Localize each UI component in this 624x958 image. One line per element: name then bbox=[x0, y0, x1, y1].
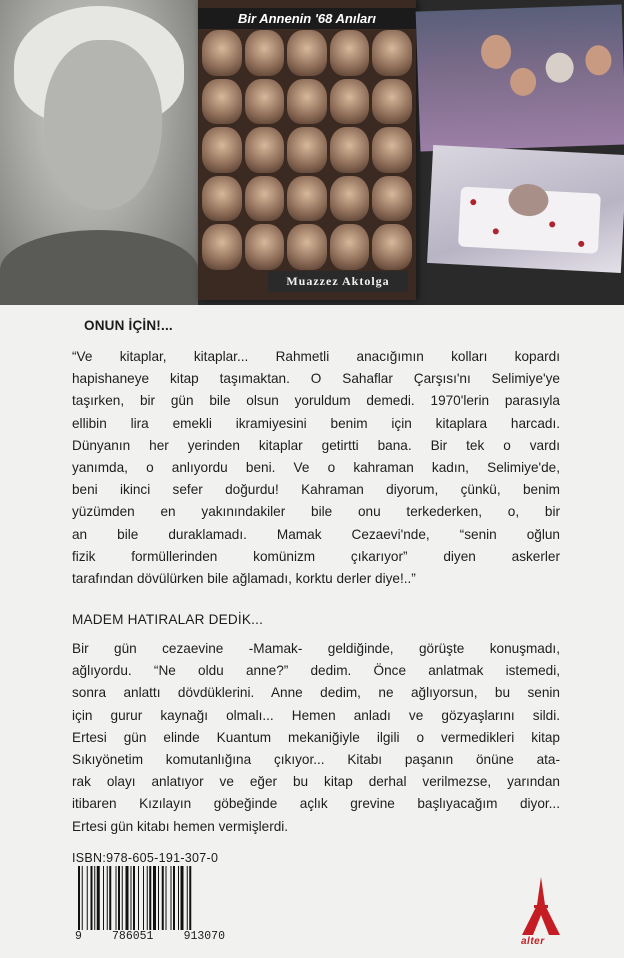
quote-line: taşırken, bir gün bile olsun yoruldum demedi. 1970'lerin parasıyla bbox=[72, 393, 560, 409]
barcode-digit-group: 9 bbox=[75, 930, 82, 943]
story-line: rak olayı anlatıyor ve eğer bu kitap derhal verilmezse, yarından bbox=[72, 774, 560, 790]
quote-line: beni ikinci sefer doğurdu! Kahraman diyorum, çünkü, benim bbox=[72, 482, 560, 498]
cover-photo-collage bbox=[0, 0, 624, 305]
quote-line: yüzümden en yakınındakiler bile onu terkederken, o, bir bbox=[72, 504, 560, 520]
hospital-bed-photo bbox=[427, 145, 624, 273]
quote-line: tarafından dövülürken bile ağlamadı, korktu derler diye!..” bbox=[72, 571, 416, 587]
story-line: Ertesi gün kitabı hemen vermişlerdi. bbox=[72, 818, 289, 834]
portrait-grid bbox=[202, 30, 412, 270]
publisher-name: alter bbox=[521, 936, 545, 947]
quote-line: fizik formüllerinden komünizm çıkarıyor” diyen askerler bbox=[72, 548, 560, 564]
barcode-digit-group: 913070 bbox=[183, 930, 225, 943]
sub-heading: MADEM HATIRALAR DEDİK... bbox=[72, 612, 264, 627]
quote-line: an bile duraklamadı. Mamak Cezaevi'nde, “senin oğlun bbox=[72, 526, 560, 542]
isbn-text: ISBN:978-605-191-307-0 bbox=[72, 851, 219, 865]
quote-line: hapishaneye kitap taşımaktan. O Sahaflar Çarşısı'nı Selimiye'ye bbox=[72, 371, 560, 387]
family-photo bbox=[416, 4, 624, 151]
book-cover-author: Muazzez Aktolga bbox=[268, 271, 408, 292]
story-line: Ertesi gün elinde Kuantum mekaniğiyle ilgili o vermedikleri kitap bbox=[72, 729, 560, 745]
book-cover-title: Bir Annenin '68 Anıları bbox=[198, 8, 416, 29]
quote-line: yanımda, o anlıyordu beni. Ve o kahraman kadın, Selimiye'de, bbox=[72, 460, 560, 476]
story-line: Sıkıyönetim komutanlığına çıkıyor... Kitabı paşanın önüne ata- bbox=[72, 752, 560, 768]
story-line: itibaren Kızılayın göbeğinde açlık grevine başlıyacağım diyor... bbox=[72, 796, 560, 812]
portrait-photo bbox=[0, 0, 198, 300]
section-heading: ONUN İÇİN!... bbox=[84, 318, 173, 333]
barcode-digits bbox=[74, 930, 226, 943]
quote-line: ellibin lira emekli ikramiyesini benim için kitaplara harcadı. bbox=[72, 415, 560, 431]
story-line: için gurur kaynağı olmalı... Hemen anladı ve gözyaşlarını sildi. bbox=[72, 707, 560, 723]
barcode-digit-group: 786051 bbox=[112, 930, 154, 943]
story-line: sonra anlattı dövdüklerini. Anne dedim, ne ağlıyorsun, bu senin bbox=[72, 685, 560, 701]
story-line: Bir gün cezaevine -Mamak- geldiğinde, görüşte konuşmadı, bbox=[72, 641, 560, 656]
quote-paragraph bbox=[72, 346, 560, 590]
publisher-logo-icon bbox=[516, 875, 566, 941]
story-line: ağlıyordu. “Ne oldu anne?” dedim. Önce anlatmak istemedi, bbox=[72, 663, 560, 679]
story-paragraph bbox=[72, 638, 560, 838]
book-cover-image bbox=[198, 0, 416, 300]
quote-line: Dünyanın her yerinden kitaplar getirtti bana. Bir tek o vardı bbox=[72, 437, 560, 453]
quote-line: “Ve kitaplar, kitaplar... Rahmetli anacığımın kolları kopardı bbox=[72, 349, 560, 364]
